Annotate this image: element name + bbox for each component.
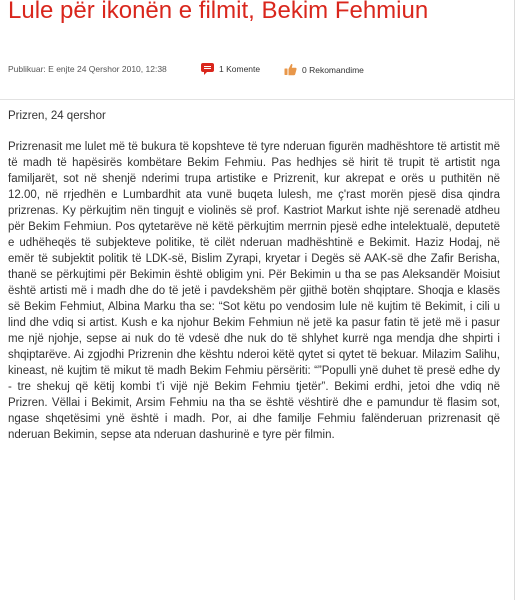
- article-title: Lule për ikonën e filmit, Bekim Fehmiun: [8, 0, 429, 24]
- comments-count[interactable]: 1 Komente: [219, 64, 261, 74]
- article-dateline: Prizren, 24 qershor: [8, 110, 106, 122]
- article-meta: [8, 63, 508, 93]
- meta-divider: [0, 99, 515, 100]
- comment-bubble-icon: [201, 63, 214, 75]
- article-text: Prizrenasit me lulet më të bukura të kopshteve të tyre nderuan figurën madhështore të artistit më të madh të hapësirës kombëtare Bekim Fehmiu. Pas hedhjes së hirit të trupit të artistit nga familjarët, sot në shenjë nderimi trupa artistike e Prizrenit, kur akrepat e orës u puthitën në 12.00, në rrjedhën e Lumbardhit ata vunë buqeta lulesh, me ç'rast morën pjesë disa qindra prizrenas. Ky përkujtim nën tingujt e violinës së prof. Kastriot Markut ishte një serenadë atdheu për Bekim Fehmiun. Pos qytetarëve në këtë përkujtim merrnin pjesë edhe intelektualë, deputetë e udhëheqës të subjekteve politike, të cilët nderuan madhështinë e Bekimit. Haziz Hodaj, në emër të subjektit politik të LDK-së, Bislim Zyrapi, kryetar i Degës së AAK-së dhe Zafir Berisha, thanë se përkujtimi për Bekimin është obligim yni. Për Bekimin u tha se pas Aleksandër Moisiut është artisti më i madh dhe do të jetë i pavdekshëm për gjithë botën shqiptare. Shoqja e klasës së Bekim Fehmiut, Albina Marku tha se: “Sot këtu po vendosim lule në kujtim të Bekimit, i cili u lind dhe vdiq si artist. Kush e ka njohur Bekim Fehmiun në jetë ka pasur fatin të jetë më i pasur me një njohje, sepse ai nuk do të vdesë dhe nuk do të shlyhet kurrë nga mendja dhe shpirti i shqiptarëve. Ai zgjodhi Prizrenin dhe kështu nderoi këtë qytet si qytet të bekuar. Milazim Salihu, kineast, në kujtim të mikut të madh Bekim Fehmiu përsëriti: “”Populli ynë duhet të presë edhe dy - tre shekuj që këtij kombi t’i vijë një Bekim Fehmiu tjetër”. Bekimi erdhi, jetoi dhe vdiq në Prizren. Vëllai i Bekimit, Arsim Fehmiu na tha se është vështirë dhe e pamundur të flasim sot, ngase shqetësimi ynë është i madh. Por, ai dhe familje Fehmiu falënderuan prizrenasit që nderuan Bekimin, sepse ata nderuan dashurinë e tyre për filmin.: [8, 141, 500, 441]
- recommend-link[interactable]: [284, 63, 364, 76]
- article-body: [8, 108, 500, 443]
- recommend-count[interactable]: 0 Rekomandime: [302, 64, 364, 75]
- thumbs-up-icon: [284, 63, 297, 76]
- publish-date: Publikuar: E enjte 24 Qershor 2010, 12:38: [8, 64, 167, 74]
- comments-link[interactable]: [201, 63, 260, 75]
